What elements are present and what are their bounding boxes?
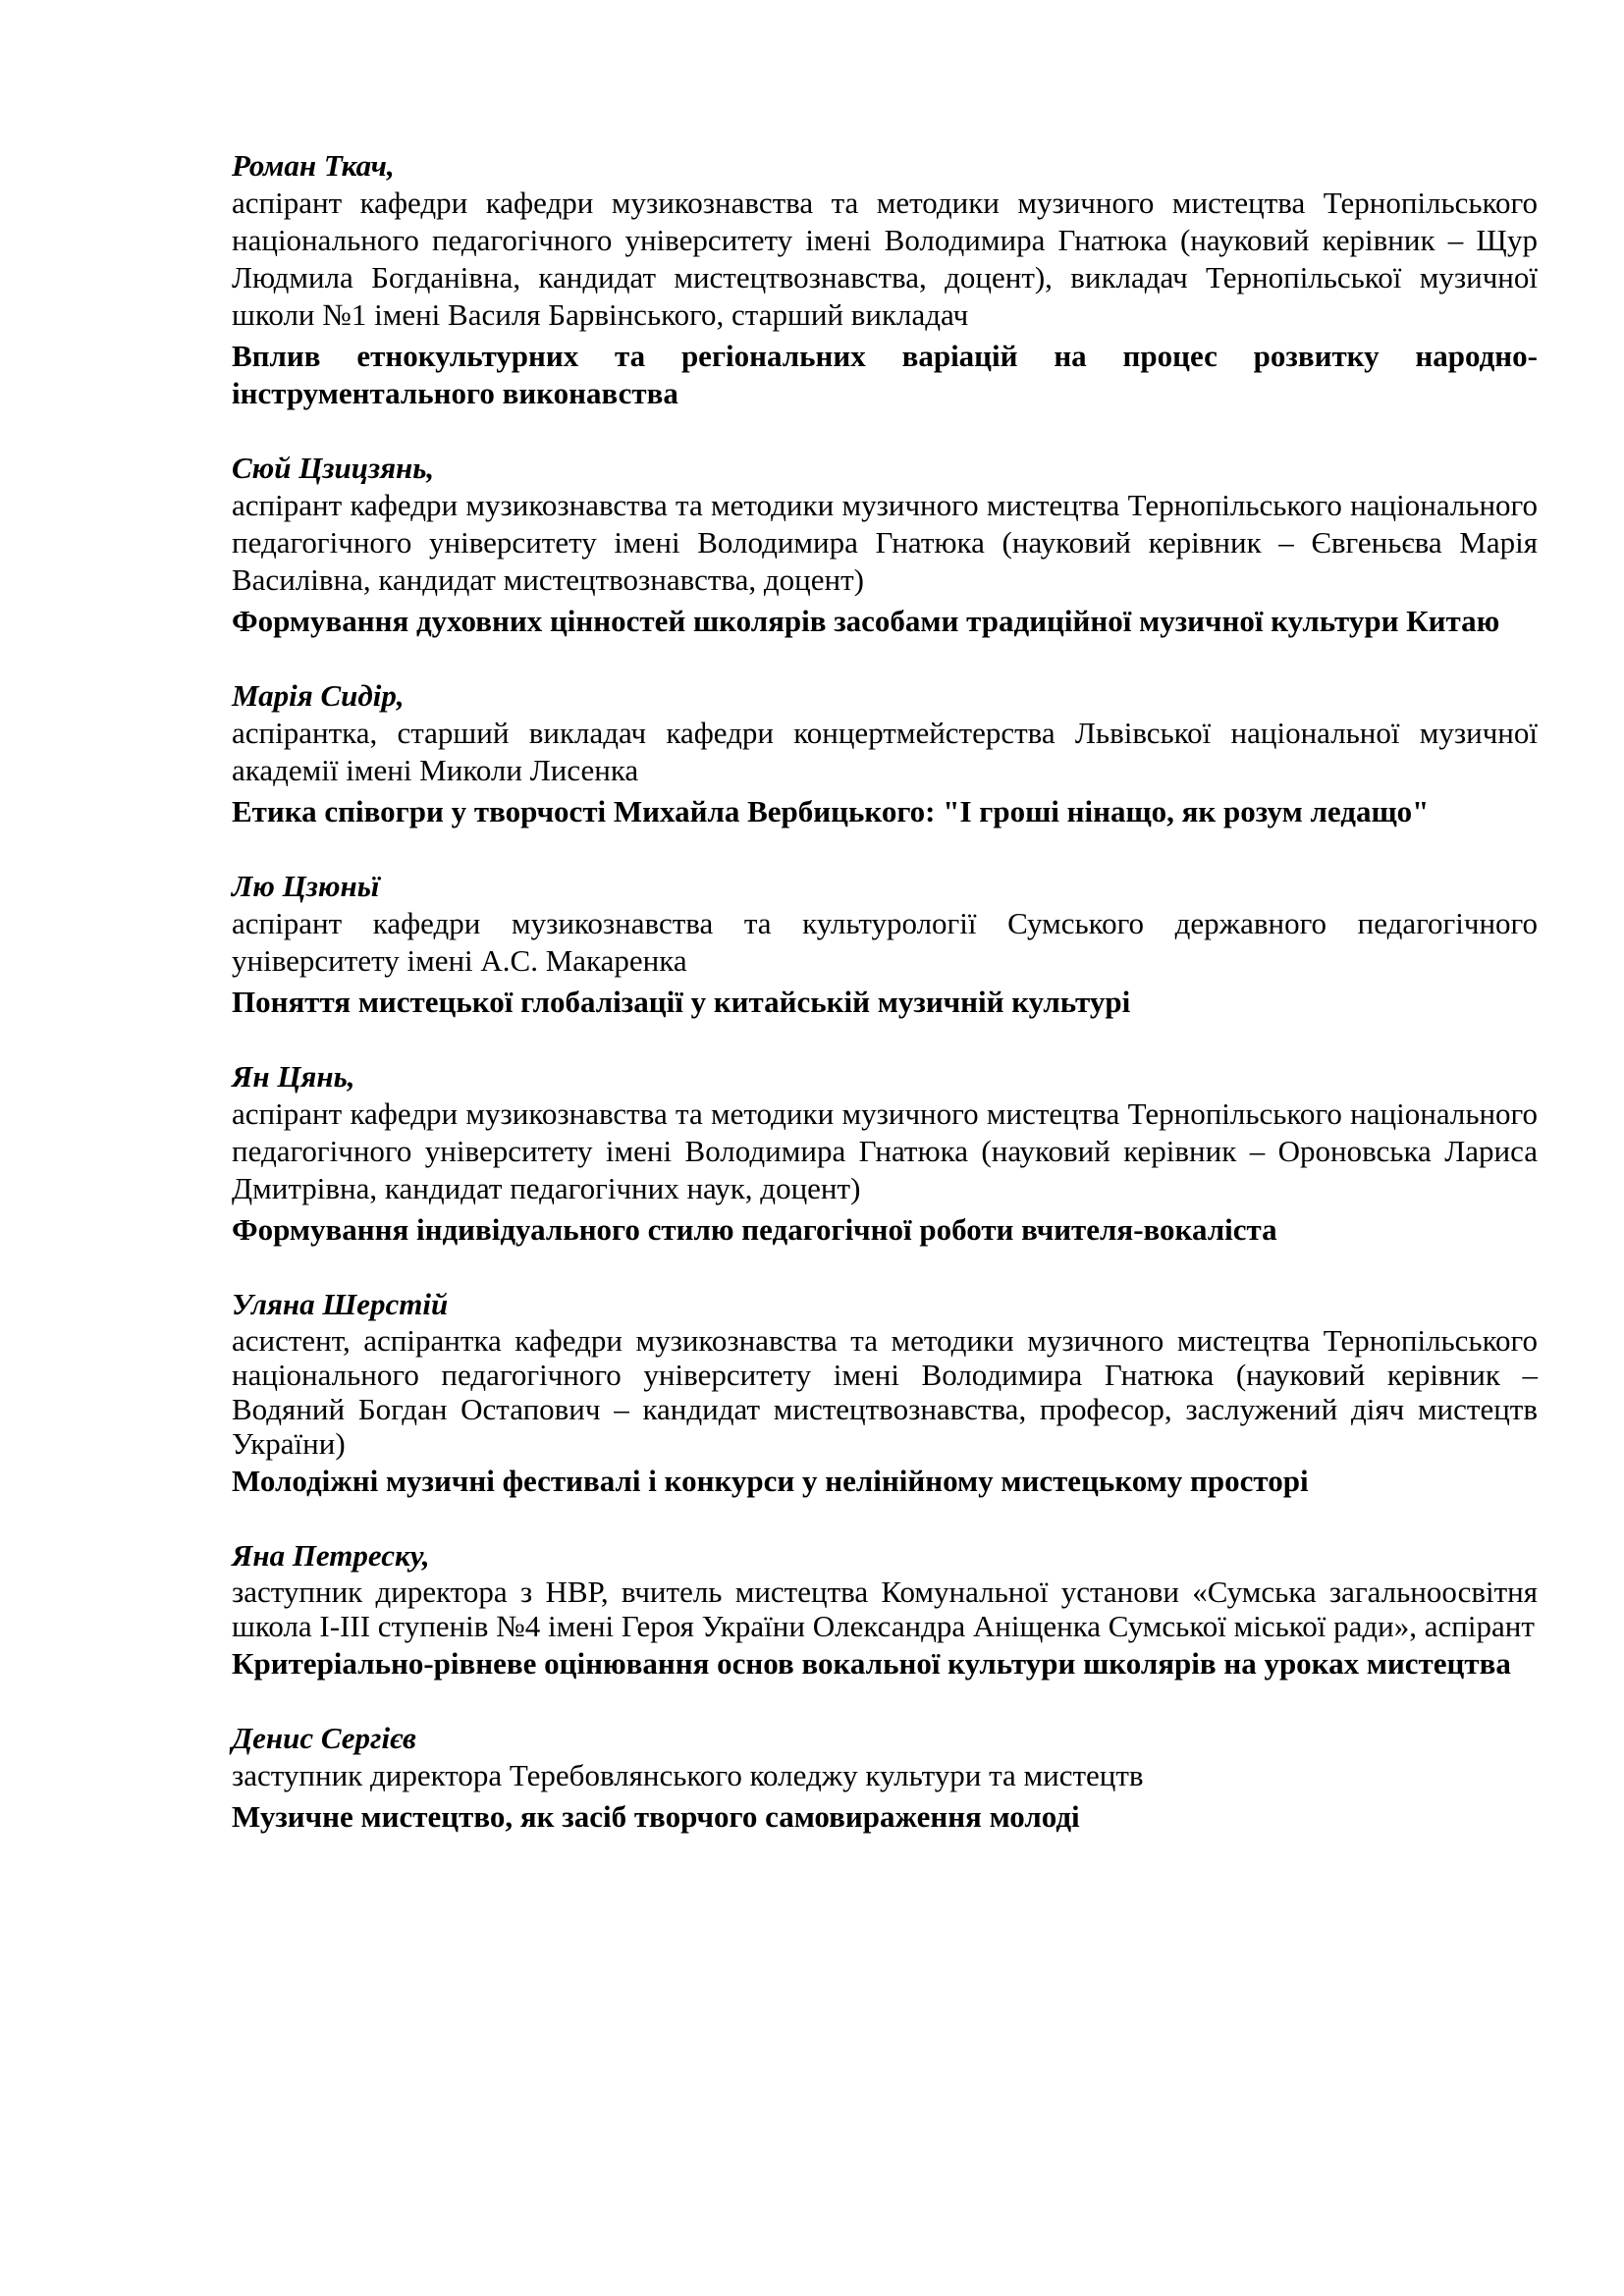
author-affiliation: аспірант кафедри музикознавства та методики музичного мистецтва Тернопільського національного педагогічного університету імені Володимира Гнатюка (науковий керівник – Євгеньєва Марія Василівна, кандидат мистецтвознавства, доцент) <box>232 488 1538 597</box>
author-name: Лю Цзюньї <box>232 869 380 903</box>
talk-title: Молодіжні музичні фестивалі і конкурси у нелінійному мистецькому просторі <box>232 1464 1309 1498</box>
talk-title: Етика співогри у творчості Михайла Вербицького: "І гроші нінащо, як розум ледащо" <box>232 794 1430 828</box>
document-page <box>232 147 1538 1836</box>
entry-8 <box>232 1720 1538 1836</box>
author-name: Сюй Цзицзянь, <box>232 451 435 485</box>
talk-title: Формування індивідуального стилю педагогічної роботи вчителя-вокаліста <box>232 1212 1277 1247</box>
talk-title: Критеріально-рівневе оцінювання основ вокальної культури школярів на уроках мистецтва <box>232 1646 1511 1681</box>
author-affiliation: асистент, аспірантка кафедри музикознавства та методики музичного мистецтва Тернопільського національного педагогічного університету імені Володимира Гнатюка (науковий керівник – Водяний Богдан Остапович – кандидат мистецтвознавства, професор, заслужений діяч мистецтв України) <box>232 1323 1538 1461</box>
entry-2 <box>232 450 1538 640</box>
entry-4 <box>232 868 1538 1021</box>
talk-title: Поняття мистецької глобалізації у китайській музичній культурі <box>232 985 1131 1019</box>
author-name: Яна Петреску, <box>232 1538 430 1573</box>
author-affiliation: аспірантка, старший викладач кафедри концертмейстерства Львівської національної музичної академії імені Миколи Лисенка <box>232 716 1538 787</box>
entry-6 <box>232 1286 1538 1500</box>
author-affiliation: аспірант кафедри кафедри музикознавства та методики музичного мистецтва Тернопільського національного педагогічного університету імені Володимира Гнатюка (науковий керівник – Щур Людмила Богданівна, кандидат мистецтвознавства, доцент), викладач Тернопільської музичної школи №1 імені Василя Барвінського, старший викладач <box>232 186 1538 332</box>
author-affiliation: аспірант кафедри музикознавства та культурології Сумського державного педагогічного університету імені А.С. Макаренка <box>232 906 1538 978</box>
talk-title: Формування духовних цінностей школярів засобами традиційної музичної культури Китаю <box>232 604 1500 638</box>
entry-3 <box>232 677 1538 830</box>
author-affiliation: аспірант кафедри музикознавства та методики музичного мистецтва Тернопільського національного педагогічного університету імені Володимира Гнатюка (науковий керівник – Ороновська Лариса Дмитрівна, кандидат педагогічних наук, доцент) <box>232 1096 1538 1205</box>
entry-5 <box>232 1058 1538 1249</box>
author-affiliation: заступник директора з НВР, вчитель мистецтва Комунальної установи «Сумська загальноосвітня школа І-ІІІ ступенів №4 імені Героя України Олександра Аніщенка Сумської міської ради», аспірант <box>232 1575 1538 1643</box>
author-name: Денис Сергієв <box>232 1721 416 1755</box>
author-name: Роман Ткач, <box>232 148 395 183</box>
talk-title: Вплив етнокультурних та регіональних варіацій на процес розвитку народно-інструментального виконавства <box>232 339 1538 410</box>
author-affiliation: заступник директора Теребовлянського коледжу культури та мистецтв <box>232 1758 1144 1792</box>
entry-7 <box>232 1537 1538 1682</box>
talk-title: Музичне мистецтво, як засіб творчого самовираження молоді <box>232 1799 1080 1834</box>
author-name: Уляна Шерстій <box>232 1287 449 1321</box>
author-name: Марія Сидір, <box>232 678 405 713</box>
entry-1 <box>232 147 1538 412</box>
author-name: Ян Цянь, <box>232 1059 355 1094</box>
